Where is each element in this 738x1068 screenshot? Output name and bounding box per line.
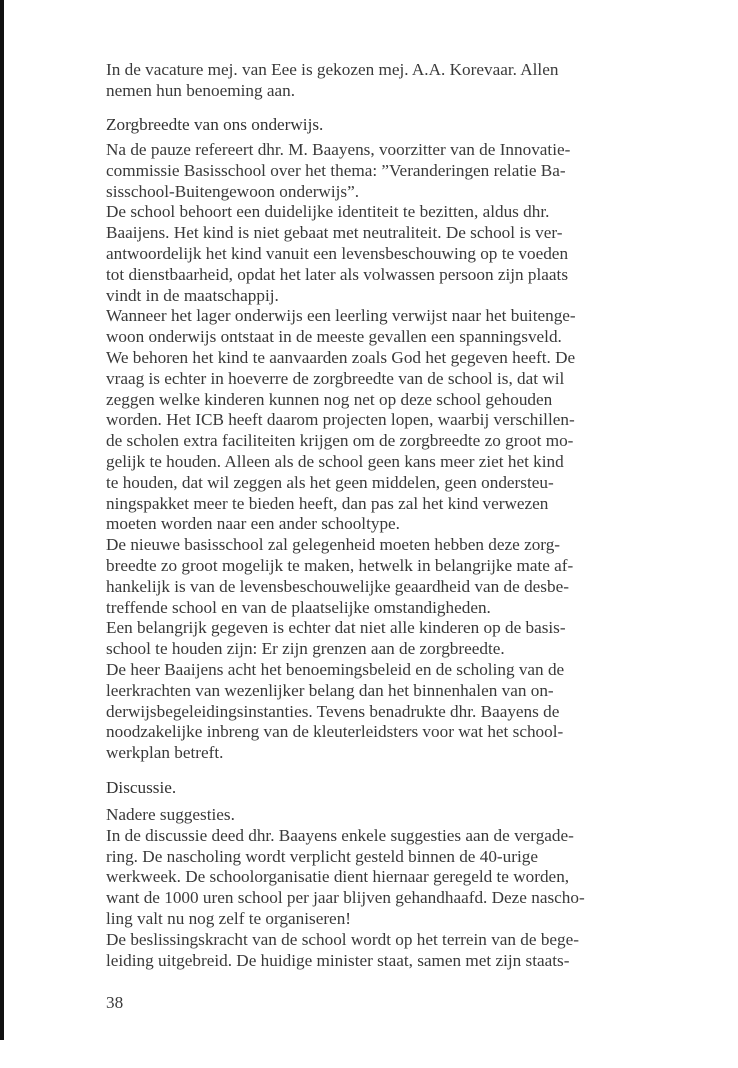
text-line: te houden, dat wil zeggen als het geen middelen, geen ondersteu-	[106, 472, 554, 492]
text-line: Wanneer het lager onderwijs een leerling verwijst naar het buitenge-	[106, 306, 576, 326]
text-line: moeten worden naar een ander schooltype.	[106, 514, 400, 534]
text-line: commissie Basisschool over het thema: ”Veranderingen relatie Ba-	[106, 160, 566, 180]
text-line: werkplan betreft.	[106, 743, 224, 763]
text-line: Baaijens. Het kind is niet gebaat met neutraliteit. De school is ver-	[106, 223, 563, 243]
page-number: 38	[106, 993, 124, 1012]
text-line: antwoordelijk het kind vanuit een levensbeschouwing op te voeden	[106, 243, 569, 263]
text-line: We behoren het kind te aanvaarden zoals God het gegeven heeft. De	[106, 347, 576, 367]
text-line: De school behoort een duidelijke identiteit te bezitten, aldus dhr.	[106, 202, 550, 222]
text-line: De heer Baaijens acht het benoemingsbeleid en de scholing van de	[106, 659, 565, 679]
heading-zorgbreedte: Zorgbreedte van ons onderwijs.	[106, 115, 324, 134]
text-line: breedte zo groot mogelijk te maken, hetwelk in belangrijke mate af-	[106, 555, 574, 575]
text-line: ningspakket meer te bieden heeft, dan pas zal het kind verwezen	[106, 493, 549, 513]
text-line: want de 1000 uren school per jaar blijven gehandhaafd. Deze nascho-	[106, 888, 585, 908]
text-line: vraag is echter in hoeverre de zorgbreedte van de school is, dat wil	[106, 368, 565, 388]
text-line: Een belangrijk gegeven is echter dat niet alle kinderen op de basis-	[106, 618, 566, 638]
text-line: school te houden zijn: Er zijn grenzen aan de zorgbreedte.	[106, 639, 505, 659]
text-line: hankelijk is van de levensbeschouwelijke geaardheid van de desbe-	[106, 576, 569, 596]
section-zorgbreedte-body	[106, 140, 576, 764]
text-line: woon onderwijs ontstaat in de meeste gevallen een spanningsveld.	[106, 327, 562, 347]
text-line: derwijsbegeleidingsinstanties. Tevens benadrukte dhr. Baayens de	[106, 701, 560, 721]
text-line: Na de pauze refereert dhr. M. Baayens, voorzitter van de Innovatie-	[106, 140, 571, 159]
heading-discussie: Discussie.	[106, 778, 177, 797]
scan-edge	[0, 0, 4, 1040]
text-line: In de vacature mej. van Eee is gekozen mej. A.A. Korevaar. Allen	[106, 60, 559, 79]
text-line: leiding uitgebreid. De huidige minister staat, samen met zijn staats-	[106, 950, 570, 970]
text-line: tot dienstbaarheid, opdat het later als volwassen persoon zijn plaats	[106, 264, 569, 284]
text-line: zeggen welke kinderen kunnen nog net op deze school gehouden	[106, 389, 553, 409]
section-discussie-body	[106, 805, 585, 971]
text-line: ling valt nu nog zelf te organiseren!	[106, 908, 352, 928]
intro-paragraph	[106, 60, 558, 102]
text-line: De nieuwe basisschool zal gelegenheid moeten hebben deze zorg-	[106, 535, 561, 555]
text-line: sisschool-Buitengewoon onderwijs”.	[106, 181, 360, 201]
text-line: ring. De nascholing wordt verplicht gesteld binnen de 40-urige	[106, 846, 538, 866]
text-line: worden. Het ICB heeft daarom projecten lopen, waarbij verschillen-	[106, 410, 575, 430]
text-line: gelijk te houden. Alleen als de school geen kans meer ziet het kind	[106, 451, 564, 471]
text-line: leerkrachten van wezenlijker belang dan het binnenhalen van on-	[106, 680, 554, 700]
text-line: treffende school en van de plaatselijke omstandigheden.	[106, 597, 491, 617]
text-line: nemen hun benoeming aan.	[106, 80, 296, 100]
text-line: vindt in de maatschappij.	[106, 285, 279, 305]
text-line: noodzakelijke inbreng van de kleuterleidsters voor wat het school-	[106, 722, 564, 742]
text-line: De beslissingskracht van de school wordt op het terrein van de bege-	[106, 929, 579, 949]
text-line: werkweek. De schoolorganisatie dient hiernaar geregeld te worden,	[106, 867, 570, 887]
text-line: In de discussie deed dhr. Baayens enkele suggesties aan de vergade-	[106, 825, 574, 845]
text-line: Nadere suggesties.	[106, 805, 235, 824]
text-line: de scholen extra faciliteiten krijgen om de zorgbreedte zo groot mo-	[106, 431, 574, 451]
